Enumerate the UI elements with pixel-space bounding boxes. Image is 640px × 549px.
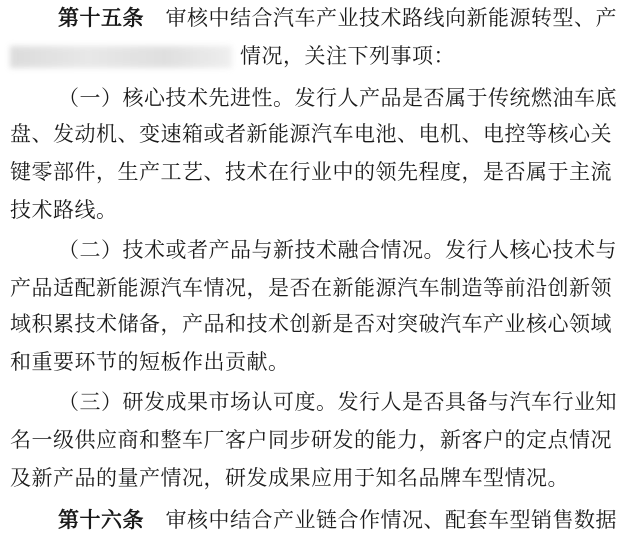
article-15-line-1 (58, 4, 617, 32)
item-1-line-4: 技术路线。 (10, 198, 118, 222)
item-2-line-2: 产品适配新能源汽车情况，是否在新能源汽车制造等前沿创新领 (10, 276, 612, 300)
obscured-text-region (10, 46, 232, 68)
article-16-line-1 (58, 506, 617, 534)
article-15-title: 第十五条 (58, 5, 144, 30)
item-3-line-2: 名一级供应商和整车厂客户同步研发的能力，新客户的定点情况 (10, 428, 612, 452)
item-3-line-1: （三）研发成果市场认可度。发行人是否具备与汽车行业知 (58, 390, 617, 414)
article-15-line-1-text: 审核中结合汽车产业技术路线向新能源转型、产 (165, 6, 617, 30)
item-1-line-2: 盘、发动机、变速箱或者新能源汽车电池、电机、电控等核心关 (10, 122, 612, 146)
item-2-line-3: 域积累技术储备，产品和技术创新是否对突破汽车产业核心领域 (10, 312, 612, 336)
article-15-line-2: 情况，关注下列事项： (240, 44, 455, 68)
item-3-line-3: 及新产品的量产情况，研发成果应用于知名品牌车型情况。 (10, 466, 569, 490)
item-1-line-1: （一）核心技术先进性。发行人产品是否属于传统燃油车底 (58, 86, 617, 110)
item-2-line-4: 和重要环节的短板作出贡献。 (10, 350, 290, 374)
item-1-line-3: 键零部件，生产工艺、技术在行业中的领先程度，是否属于主流 (10, 160, 612, 184)
article-16-line-1-text: 审核中结合产业链合作情况、配套车型销售数据 (165, 508, 617, 532)
item-2-line-1: （二）技术或者产品与新技术融合情况。发行人核心技术与 (58, 238, 617, 262)
article-16-title: 第十六条 (58, 507, 144, 532)
